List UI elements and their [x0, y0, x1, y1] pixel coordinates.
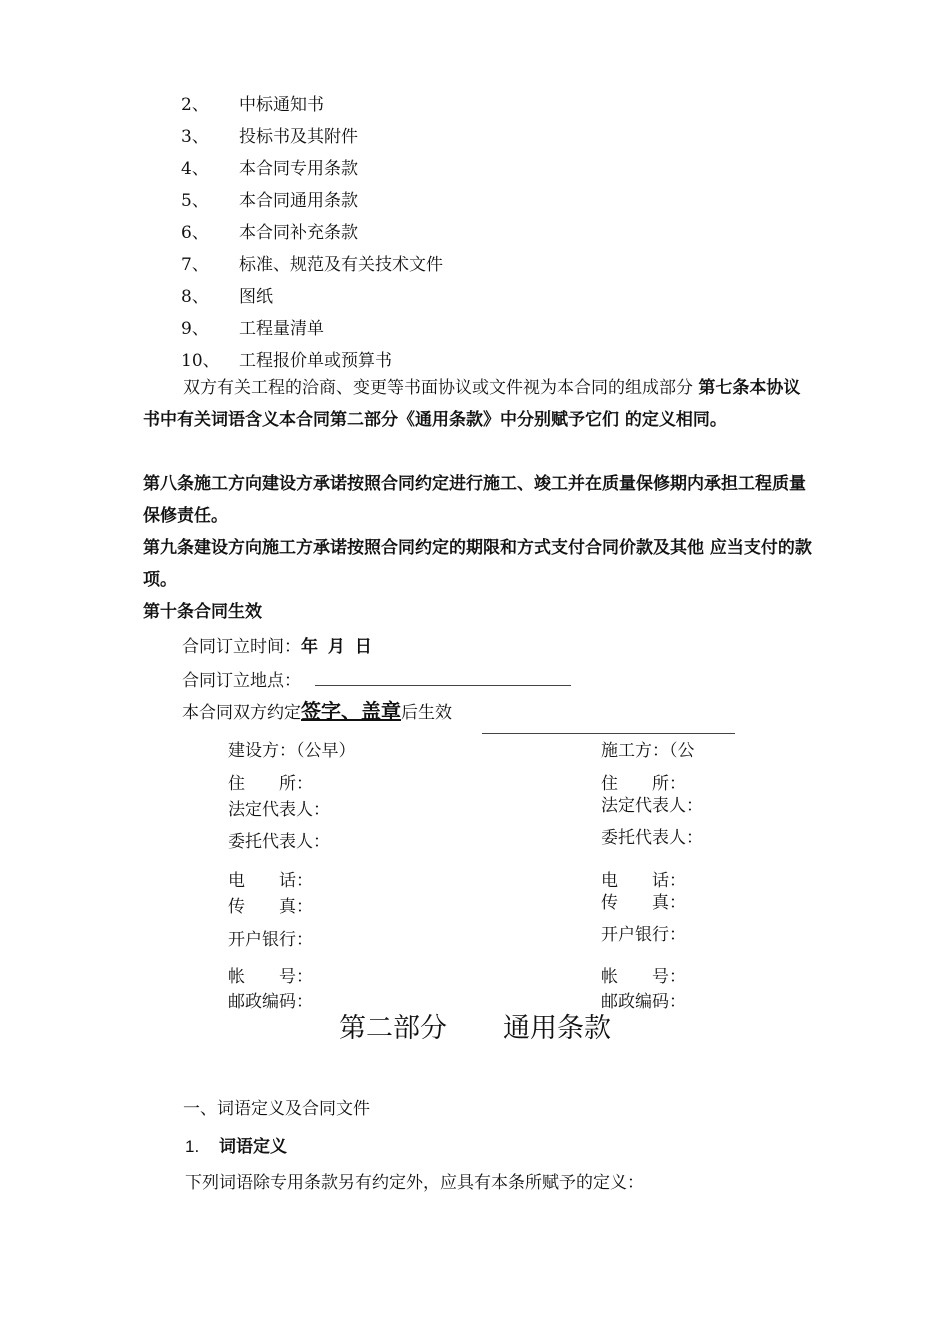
list-item-text: 工程量清单: [239, 319, 324, 339]
list-item-number: 8、: [181, 287, 209, 307]
effect-suffix: 后生效: [401, 703, 452, 723]
left-party-address: 住 所：: [228, 774, 313, 794]
right-party-phone: 电 话：: [601, 871, 686, 891]
right-party-fax: 传 真：: [601, 893, 686, 913]
sign-time-line: [182, 632, 372, 657]
right-party-title: 施工方：（公: [601, 741, 695, 761]
list-item-number: 4、: [181, 159, 209, 179]
list-item-text: 中标通知书: [239, 95, 324, 115]
left-party-phone: 电 话：: [228, 871, 313, 891]
list-item-number: 5、: [181, 191, 209, 211]
sign-time-value: 年 月 日: [301, 637, 372, 657]
left-party-account: 帐 号：: [228, 967, 313, 987]
part-two-label: 第二部分: [339, 1013, 447, 1044]
sign-place-blank: [315, 685, 571, 686]
subsection-one-text: 下列词语除专用条款另有约定外，应具有本条所赋予的定义：: [185, 1173, 644, 1193]
effect-prefix: 本合同双方约定: [182, 703, 301, 723]
left-party-title: 建设方：（公早）: [228, 741, 356, 761]
part-two-title: 通用条款: [503, 1013, 611, 1044]
article-7-paragraph: [143, 372, 813, 436]
sign-place-line: [182, 666, 301, 691]
left-party-postcode: 邮政编码：: [228, 992, 313, 1012]
list-item-number: 6、: [181, 223, 209, 243]
list-item-number: 10、: [181, 351, 220, 371]
part-two-heading: [0, 1006, 950, 1045]
left-party-agent: 委托代表人：: [228, 832, 330, 852]
effect-underline: [482, 733, 735, 734]
article-8-paragraph: 第八条施工方向建设方承诺按照合同约定进行施工、竣工并在质量保修期内承担工程质量保修责任。: [143, 474, 806, 526]
sign-time-label: 合同订立时间：: [182, 637, 301, 657]
subsection-one-title: 词语定义: [219, 1137, 287, 1157]
list-item-text: 本合同专用条款: [239, 159, 358, 179]
section-one-heading: 一、词语定义及合同文件: [183, 1099, 370, 1119]
left-party-bank: 开户银行：: [228, 930, 313, 950]
right-party-bank: 开户银行：: [601, 925, 686, 945]
right-party-account: 帐 号：: [601, 967, 686, 987]
subsection-one-number: 1.: [185, 1137, 200, 1156]
right-party-agent: 委托代表人：: [601, 828, 703, 848]
list-item-text: 本合同补充条款: [239, 223, 358, 243]
right-party-address: 住 所：: [601, 774, 686, 794]
article-9-paragraph: 第九条建设方向施工方承诺按照合同约定的期限和方式支付合同价款及其他 应当支付的款项。: [143, 538, 812, 590]
left-party-legal-rep: 法定代表人：: [228, 800, 330, 820]
list-item-number: 3、: [181, 127, 209, 147]
list-item-number: 7、: [181, 255, 209, 275]
list-item-text: 本合同通用条款: [239, 191, 358, 211]
sign-place-label: 合同订立地点：: [182, 671, 301, 691]
article-7-intro: 双方有关工程的洽商、变更等书面协议或文件视为本合同的组成部分: [183, 378, 699, 398]
right-party-legal-rep: 法定代表人：: [601, 796, 703, 816]
right-party-postcode: 邮政编码：: [601, 992, 686, 1012]
list-item-text: 标准、规范及有关技术文件: [239, 255, 443, 275]
list-item-number: 9、: [181, 319, 209, 339]
subsection-one-heading: [185, 1132, 287, 1157]
article-7-text: 第七条本协议书中有关词语含义本合同第二部分《通用条款》中分别赋予它们 的定义相同。: [143, 378, 801, 430]
effect-bold: 签字、盖章: [301, 699, 401, 723]
list-item-number: 2、: [181, 95, 209, 115]
effect-line: [182, 695, 452, 724]
list-item-text: 投标书及其附件: [239, 127, 358, 147]
list-item-text: 图纸: [239, 287, 273, 307]
left-party-fax: 传 真：: [228, 897, 313, 917]
list-item-text: 工程报价单或预算书: [239, 351, 392, 371]
article-10-title: 第十条合同生效: [143, 602, 262, 622]
